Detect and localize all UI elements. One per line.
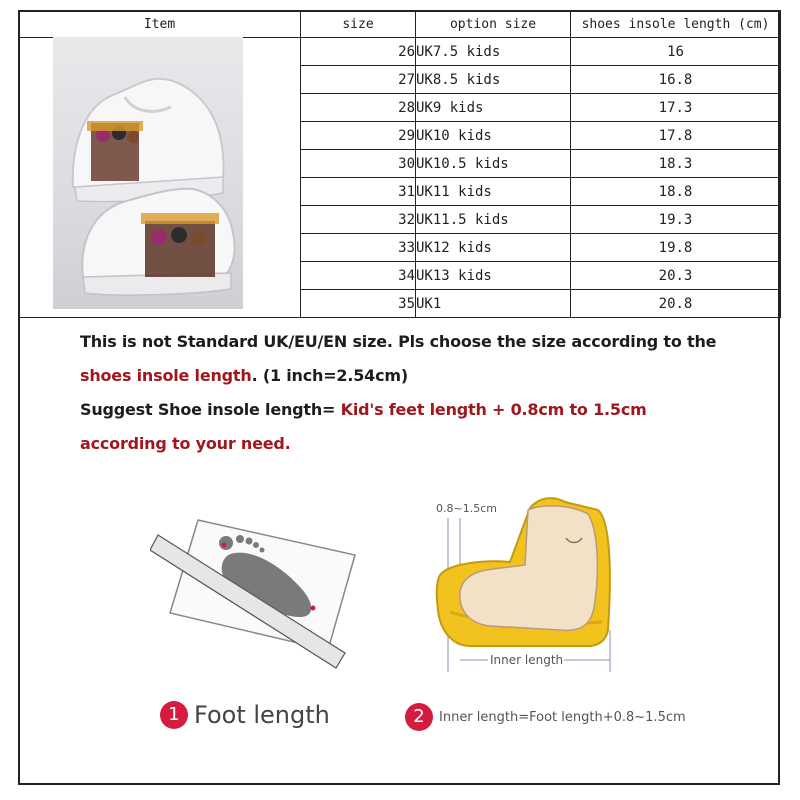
cell-size: 32 bbox=[301, 206, 416, 234]
cell-length: 20.3 bbox=[571, 262, 781, 290]
cell-size: 31 bbox=[301, 178, 416, 206]
inner-length-label: Inner length bbox=[490, 653, 564, 667]
cell-length: 19.8 bbox=[571, 234, 781, 262]
cell-length: 17.3 bbox=[571, 94, 781, 122]
caption-foot-length bbox=[160, 700, 330, 729]
cell-length: 18.8 bbox=[571, 178, 781, 206]
cell-length: 16.8 bbox=[571, 66, 781, 94]
cell-length: 19.3 bbox=[571, 206, 781, 234]
cell-option: UK12 kids bbox=[416, 234, 571, 262]
cell-option: UK11.5 kids bbox=[416, 206, 571, 234]
cell-size: 29 bbox=[301, 122, 416, 150]
header-size: size bbox=[301, 11, 416, 38]
note-line2-prefix: Suggest Shoe insole length= bbox=[80, 400, 341, 419]
cell-size: 35 bbox=[301, 290, 416, 318]
cell-option: UK8.5 kids bbox=[416, 66, 571, 94]
header-insole-length: shoes insole length (cm) bbox=[571, 11, 781, 38]
caption-inner-length-text: Inner length=Foot length+0.8~1.5cm bbox=[439, 709, 686, 725]
cell-size: 30 bbox=[301, 150, 416, 178]
cell-option: UK10.5 kids bbox=[416, 150, 571, 178]
cell-length: 18.3 bbox=[571, 150, 781, 178]
gap-label: 0.8~1.5cm bbox=[436, 502, 497, 515]
header-item: Item bbox=[19, 11, 301, 38]
cell-option: UK11 kids bbox=[416, 178, 571, 206]
note-line1-suffix: . (1 inch=2.54cm) bbox=[251, 366, 408, 385]
note-line1-prefix: This is not Standard UK/EU/EN size. Pls choose the size according to the bbox=[80, 332, 717, 351]
caption-inner-length bbox=[405, 703, 686, 731]
caption-foot-length-text: Foot length bbox=[194, 701, 330, 729]
header-option-size: option size bbox=[416, 11, 571, 38]
cell-size: 28 bbox=[301, 94, 416, 122]
badge-1: 1 bbox=[160, 701, 188, 729]
inner-length-diagram bbox=[430, 490, 630, 680]
table-header-row bbox=[19, 11, 781, 38]
cell-size: 27 bbox=[301, 66, 416, 94]
cell-option: UK7.5 kids bbox=[416, 38, 571, 66]
note-line1-red: shoes insole length bbox=[80, 366, 252, 385]
product-shoe-image bbox=[53, 37, 243, 309]
cell-option: UK1 bbox=[416, 290, 571, 318]
cell-size: 26 bbox=[301, 38, 416, 66]
cell-length: 20.8 bbox=[571, 290, 781, 318]
size-notes bbox=[80, 325, 730, 461]
cell-option: UK10 kids bbox=[416, 122, 571, 150]
foot-length-diagram bbox=[150, 505, 365, 680]
note-line2-red: Kid's feet length + 0.8cm to 1.5cm according to your need. bbox=[80, 400, 647, 453]
cell-size: 33 bbox=[301, 234, 416, 262]
cell-option: UK9 kids bbox=[416, 94, 571, 122]
cell-size: 34 bbox=[301, 262, 416, 290]
cell-length: 17.8 bbox=[571, 122, 781, 150]
badge-2: 2 bbox=[405, 703, 433, 731]
cell-length: 16 bbox=[571, 38, 781, 66]
cell-option: UK13 kids bbox=[416, 262, 571, 290]
